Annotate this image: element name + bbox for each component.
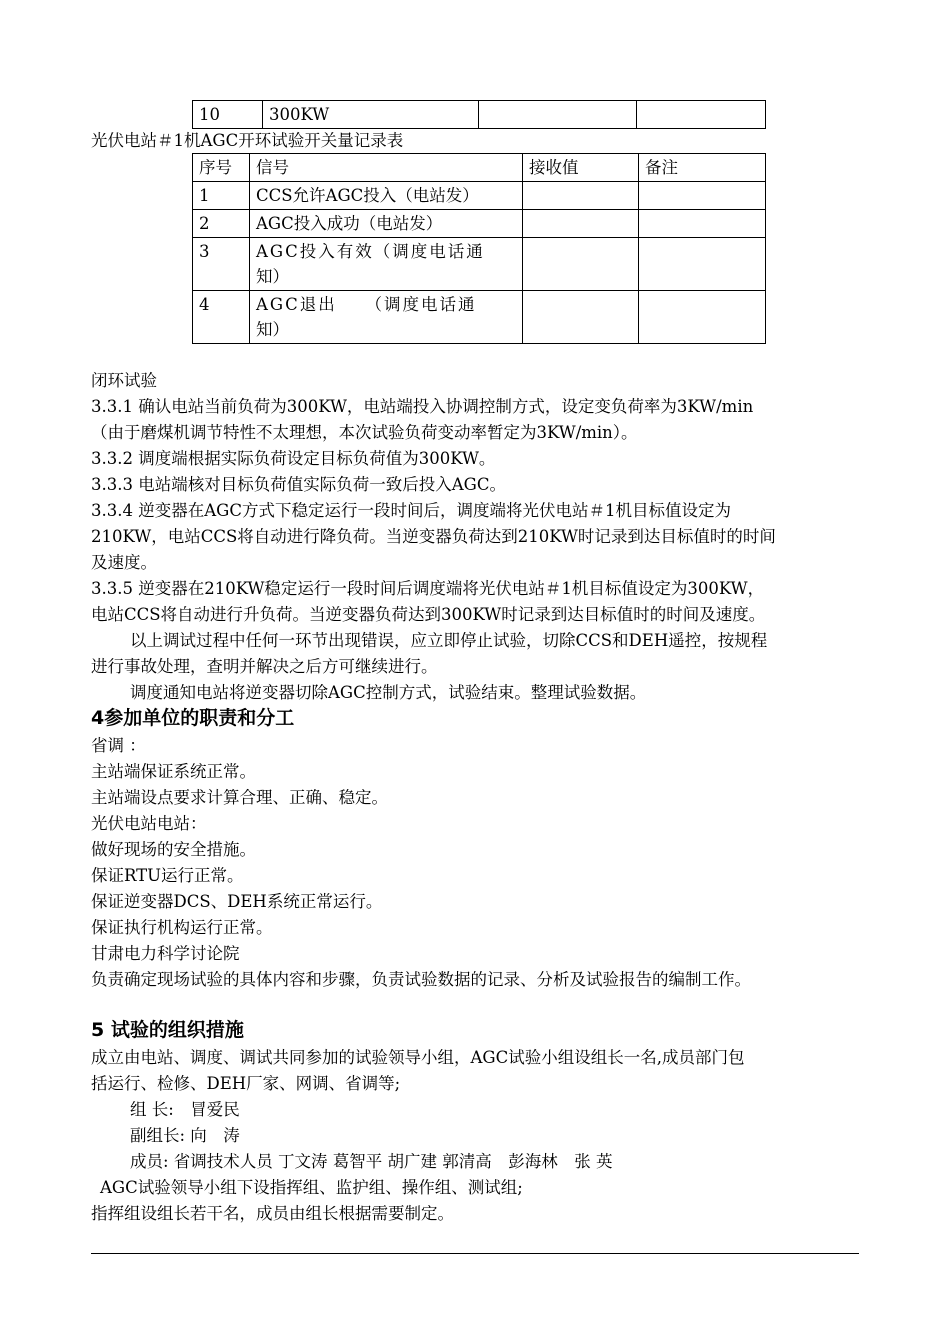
text-line: 保证逆变器DCS、DEH系统正常运行。 (91, 892, 383, 911)
table-cell: 300KW (263, 101, 479, 129)
text-line: 主站端设点要求计算合理、正确、稳定。 (91, 788, 388, 807)
table-header-row (193, 154, 766, 182)
cell-line: AGC退出 （调度电话通 (256, 295, 477, 314)
table-cell (523, 238, 639, 291)
table-cell (639, 291, 766, 344)
text-line: 负责确定现场试验的具体内容和步骤，负责试验数据的记录、分析及试验报告的编制工作。 (91, 970, 751, 989)
text-line: 成立由电站、调度、调试共同参加的试验领导小组，AGC试验小组设组长一名,成员部门包 (91, 1048, 745, 1067)
cell-line: AGC投入有效（调度电话通 (256, 242, 485, 261)
text-line: 副组长: 向 涛 (130, 1126, 240, 1145)
table-cell: 4 (193, 291, 250, 344)
table-row (193, 238, 766, 291)
table-cell: CCS允许AGC投入（电站发） (250, 182, 523, 210)
table-row (193, 101, 766, 129)
table-cell (250, 238, 523, 291)
text-line: 做好现场的安全措施。 (91, 840, 256, 859)
section-heading: 4参加单位的职责和分工 (91, 707, 295, 729)
footer-divider (91, 1253, 859, 1254)
header-cell: 接收值 (523, 154, 639, 182)
table-2 (192, 153, 766, 344)
text-line: AGC试验领导小组下设指挥组、监护组、操作组、测试组; (100, 1178, 523, 1197)
step-line: 电站CCS将自动进行升负荷。当逆变器负荷达到300KW时记录到达目标值时的时间及速度。 (91, 605, 766, 624)
table-cell (523, 291, 639, 344)
step-line: 3.3.3 电站端核对目标负荷值实际负荷一致后投入AGC。 (91, 475, 506, 494)
text-line: 保证执行机构运行正常。 (91, 918, 273, 937)
paragraph-line: 调度通知电站将逆变器切除AGC控制方式，试验结束。整理试验数据。 (130, 683, 647, 702)
text-line: 括运行、检修、DEH厂家、网调、省调等; (91, 1074, 401, 1093)
table-cell: 2 (193, 210, 250, 238)
text-line: 成员: 省调技术人员 丁文涛 葛智平 胡广建 郭清高 彭海林 张 英 (130, 1152, 613, 1171)
table-cell (639, 238, 766, 291)
text-line: 甘肃电力科学讨论院 (91, 944, 240, 963)
table-cell (639, 210, 766, 238)
text-line: 省调 ： (91, 736, 146, 755)
step-line: 及速度。 (91, 553, 157, 572)
table-row (193, 291, 766, 344)
text-line: 指挥组设组长若干名，成员由组长根据需要制定。 (91, 1204, 454, 1223)
text-line: 主站端保证系统正常。 (91, 762, 256, 781)
section-heading: 5 试验的组织措施 (91, 1019, 244, 1041)
table-cell (523, 182, 639, 210)
cell-line: 知） (256, 267, 289, 286)
header-cell: 备注 (639, 154, 766, 182)
section-title: 闭环试验 (91, 371, 157, 390)
step-line: （由于磨煤机调节特性不太理想，本次试验负荷变动率暂定为3KW/min）。 (91, 423, 638, 442)
table-cell (639, 182, 766, 210)
header-cell: 序号 (193, 154, 250, 182)
paragraph-line: 进行事故处理，查明并解决之后方可继续进行。 (91, 657, 438, 676)
step-line: 210KW，电站CCS将自动进行降负荷。当逆变器负荷达到210KW时记录到达目标值时的时间 (91, 527, 776, 546)
step-line: 3.3.2 调度端根据实际负荷设定目标负荷值为300KW。 (91, 449, 496, 468)
table-cell: AGC投入成功（电站发） (250, 210, 523, 238)
table-cell: 1 (193, 182, 250, 210)
paragraph-line: 以上调试过程中任何一环节出现错误，应立即停止试验，切除CCS和DEH遥控，按规程 (130, 631, 768, 650)
table-cell (637, 101, 766, 129)
table-1 (192, 100, 766, 129)
text-line: 光伏电站电站： (91, 814, 207, 833)
step-line: 3.3.5 逆变器在210KW稳定运行一段时间后调度端将光伏电站＃1机目标值设定为300KW， (91, 579, 765, 598)
table-cell (523, 210, 639, 238)
table-cell (479, 101, 637, 129)
text-line: 保证RTU运行正常。 (91, 866, 244, 885)
table-cell: 3 (193, 238, 250, 291)
step-line: 3.3.1 确认电站当前负荷为300KW，电站端投入协调控制方式，设定变负荷率为3KW/min (91, 397, 754, 416)
table-row (193, 210, 766, 238)
header-cell: 信号 (250, 154, 523, 182)
table-caption: 光伏电站＃1机AGC开环试验开关量记录表 (91, 131, 404, 150)
table-cell: 10 (193, 101, 263, 129)
text-line: 组 长: 冒爱民 (130, 1100, 240, 1119)
table-cell (250, 291, 523, 344)
step-line: 3.3.4 逆变器在AGC方式下稳定运行一段时间后，调度端将光伏电站＃1机目标值设定为 (91, 501, 731, 520)
cell-line: 知） (256, 320, 289, 339)
table-row (193, 182, 766, 210)
